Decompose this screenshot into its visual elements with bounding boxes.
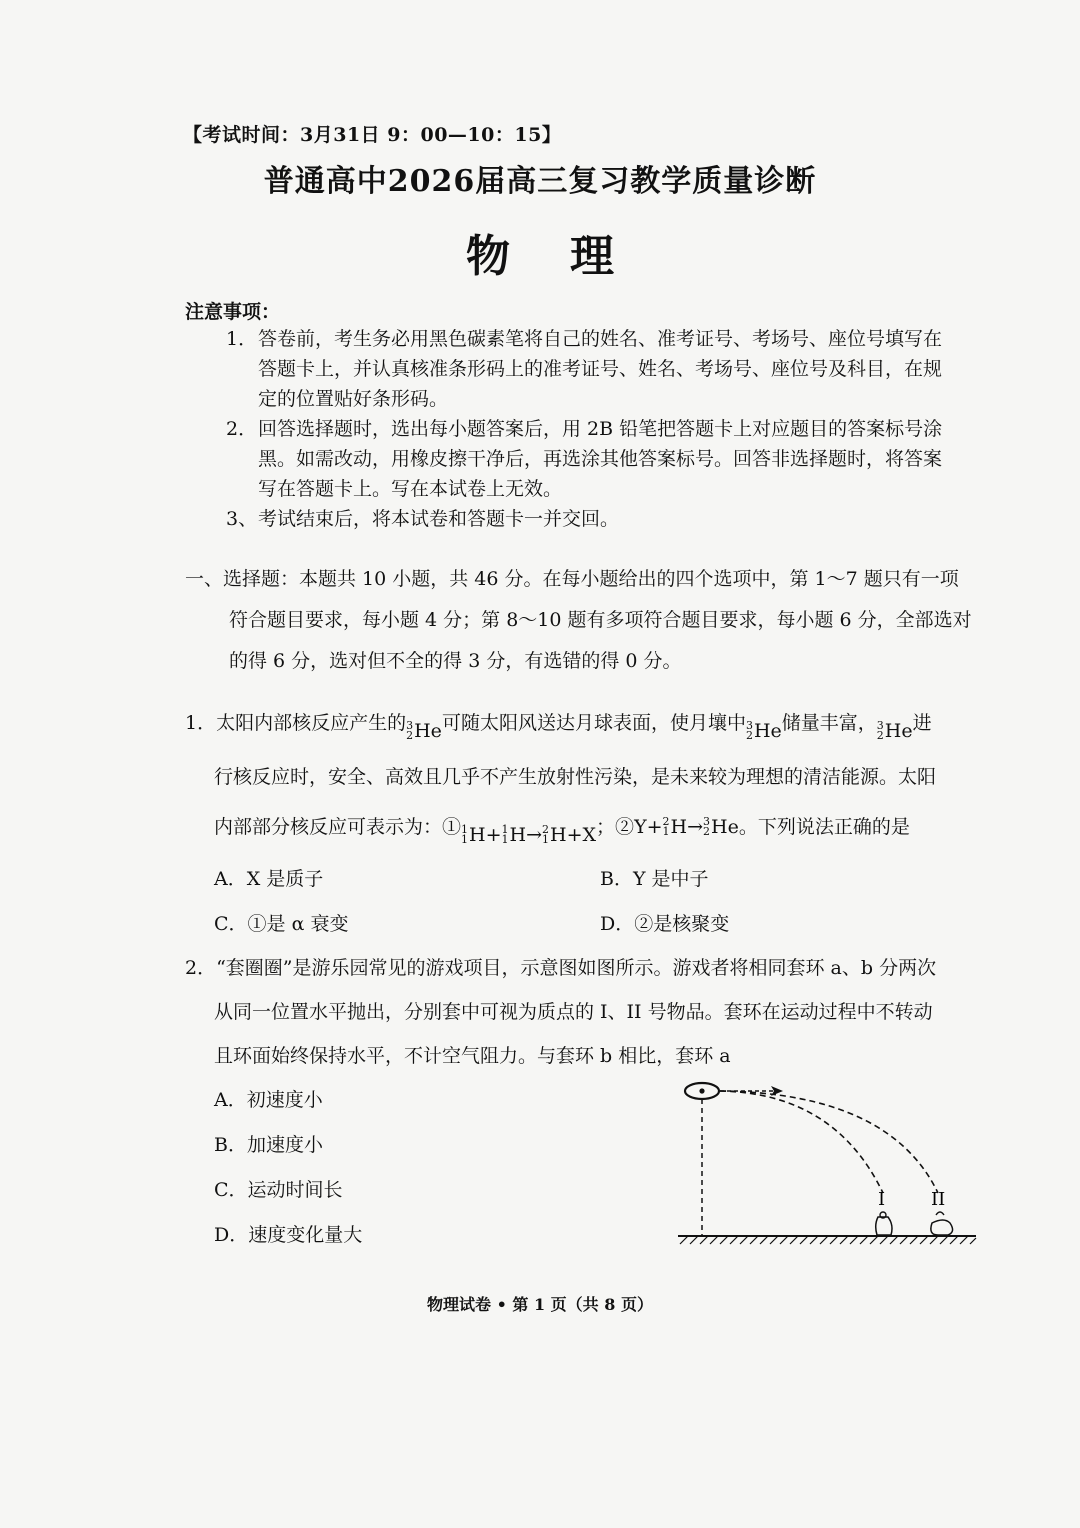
q2-option-c[interactable]: C．运动时间长 <box>214 1179 343 1201</box>
note-line: 考试结束后，将本试卷和答题卡一并交回。 <box>258 508 620 530</box>
question-number: 2． <box>185 957 217 979</box>
q2-line-1 <box>185 953 936 980</box>
reaction-1: 1 1 H + 1 1 H → 2 1 H + X <box>461 823 597 846</box>
q2-line-2: 从同一位置水平抛出，分别套中可视为质点的 I、II 号物品。套环在运动过程中不转动 <box>214 1001 933 1023</box>
section-heading-line: 的得 6 分，选对但不全的得 3 分，有选错的得 0 分。 <box>229 650 682 672</box>
exam-title: 普通高中2026届高三复习教学质量诊断 <box>263 164 817 199</box>
q1-option-a[interactable]: A．X 是质子 <box>214 868 324 890</box>
q1-text: ；② <box>596 816 635 838</box>
q1-line-1 <box>185 708 932 742</box>
q1-option-d[interactable]: D．②是核聚变 <box>600 913 730 935</box>
q1-text: 储量丰富， <box>781 712 877 734</box>
note-number: 3、 <box>226 508 258 530</box>
ring-center-dot <box>699 1088 704 1093</box>
q2-option-a[interactable]: A．初速度小 <box>214 1089 323 1111</box>
q1-text: 。下列说法正确的是 <box>738 816 910 838</box>
q1-text: 太阳内部核反应产生的 <box>216 712 407 734</box>
q2-option-d[interactable]: D．速度变化量大 <box>214 1224 363 1246</box>
q1-text: 内部部分核反应可表示为：① <box>214 816 462 838</box>
object-2-icon <box>931 1212 953 1235</box>
exam-time: 【考试时间：3月31日 9：00—10：15】 <box>183 124 562 146</box>
note-line: 黑。如需改动，用橡皮擦干净后，再选涂其他答案标号。回答非选择题时，将答案 <box>258 448 943 470</box>
note-line: 定的位置贴好条形码。 <box>258 388 449 410</box>
q1-option-b[interactable]: B．Y 是中子 <box>600 868 709 890</box>
reaction-2: Y + 2 1 H → 3 2 He <box>634 815 739 838</box>
q1-option-c[interactable]: C．①是 α 衰变 <box>214 913 349 935</box>
subject-title: 物理 <box>466 231 674 282</box>
note-3 <box>226 504 619 534</box>
label-object-1: I <box>878 1189 886 1210</box>
note-line: 写在答题卡上。写在本试卷上无效。 <box>258 478 563 500</box>
q1-text: 可随太阳风送达月球表面，使月壤中 <box>441 712 746 734</box>
notes-title: 注意事项： <box>185 301 281 323</box>
note-line: 答卷前，考生务必用黑色碳素笔将自己的姓名、准考证号、考场号、座位号填写在 <box>258 328 943 350</box>
label-object-2: II <box>931 1189 946 1210</box>
section-heading-line: 一、选择题：本题共 10 小题，共 46 分。在每小题给出的四个选项中，第 1～7 题只有一项 <box>185 568 959 590</box>
q1-line-3 <box>214 812 910 846</box>
helium3-nuclide: 3 2 He <box>876 719 913 742</box>
trajectory-b <box>720 1091 938 1193</box>
page-footer: 物理试卷 • 第 1 页（共 8 页） <box>427 1295 653 1314</box>
q1-line-2: 行核反应时，安全、高效且几乎不产生放射性污染，是未来较为理想的清洁能源。太阳 <box>214 766 937 788</box>
q2-text: “套圈圈”是游乐园常见的游戏项目，示意图如图所示。游戏者将相同套环 a、b 分两次 <box>216 957 937 979</box>
note-1 <box>226 324 942 414</box>
note-line: 回答选择题时，选出每小题答案后，用 2B 铅笔把答题卡上对应题目的答案标号涂 <box>258 418 943 440</box>
q2-line-3: 且环面始终保持水平，不计空气阻力。与套环 b 相比，套环 a <box>214 1045 731 1067</box>
note-line: 答题卡上，并认真核准条形码上的准考证号、姓名、考场号、座位号及科目，在规 <box>258 358 943 380</box>
section-heading-line: 符合题目要求，每小题 4 分；第 8～10 题有多项符合题目要求，每小题 6 分，全部选对 <box>229 609 972 631</box>
question-number: 1． <box>185 712 217 734</box>
object-1-icon <box>876 1212 892 1235</box>
trajectory-a <box>720 1091 883 1193</box>
helium3-nuclide: 3 2 He <box>406 719 442 742</box>
helium3-nuclide: 3 2 He <box>745 719 782 742</box>
note-number: 1． <box>226 328 258 350</box>
note-2 <box>226 414 942 504</box>
ground-hatching <box>680 1236 976 1244</box>
ring-toss-figure <box>670 1075 990 1255</box>
q2-option-b[interactable]: B．加速度小 <box>214 1134 323 1156</box>
note-number: 2． <box>226 418 258 440</box>
q1-text: 进 <box>912 712 932 734</box>
